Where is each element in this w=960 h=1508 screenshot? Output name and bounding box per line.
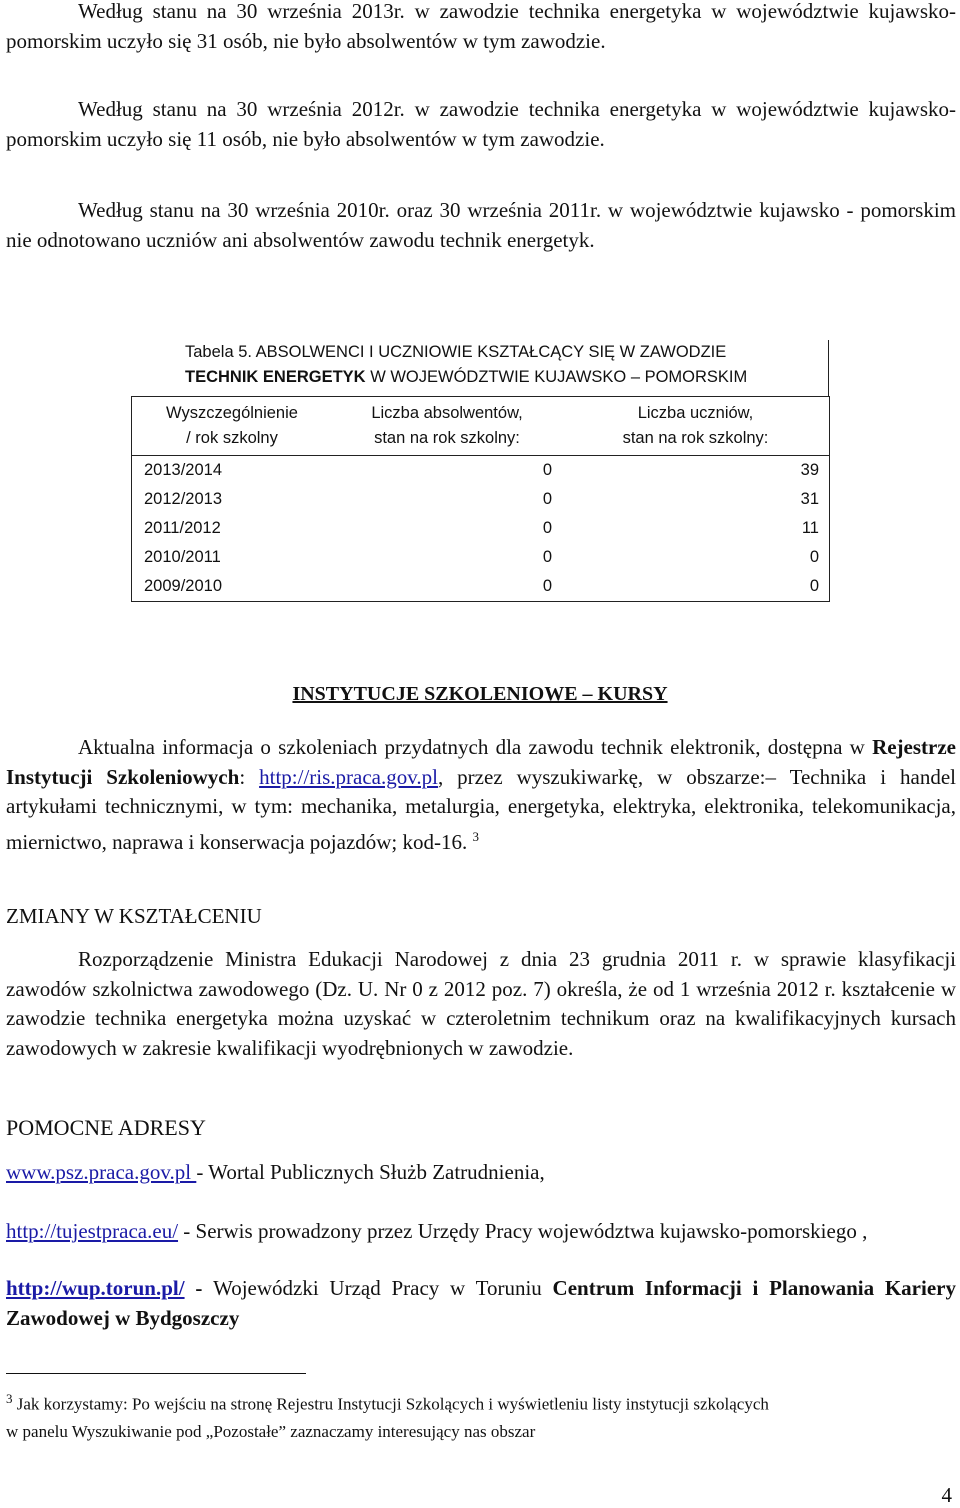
paragraph-2010-2011: Według stanu na 30 września 2010r. oraz 30 września 2011r. w województwie kujawsko - pomorskim nie odnotowano uczniów ani absolwentów zawodu technik energetyk.: [6, 198, 956, 252]
training-heading: INSTYTUCJE SZKOLENIOWE – KURSY: [292, 683, 668, 705]
address-tujestpraca: http://tujestpraca.eu/ - Serwis prowadzony przez Urzędy Pracy województwa kujawsko-pomorskiego ,: [6, 1219, 868, 1243]
psz-link[interactable]: www.psz.praca.gov.pl: [6, 1160, 197, 1184]
changes-heading: ZMIANY W KSZTAŁCENIU: [6, 904, 262, 928]
address-wup: http://wup.torun.pl/ - Wojewódzki Urząd Pracy w Toruniu Centrum Informacji i Planowania Kariery Zawodowej w Bydgoszczy: [6, 1276, 956, 1330]
table-row: 2013/2014 0 39: [144, 461, 819, 479]
table-caption: Tabela 5. ABSOLWENCI I UCZNIOWIE KSZTAŁCĄCY SIĘ W ZAWODZIE TECHNIK ENERGETYK W WOJEWÓDZTWIE KUJAWSKO – POMORSKIM: [185, 343, 748, 386]
training-paragraph: Aktualna informacja o szkoleniach przydatnych dla zawodu technik elektronik, dostępna w Rejestrze Instytucji Szkoleniowych: http://ris.praca.gov.pl, przez wyszukiwarkę, w obszarze:– Technika i handel artykułami technicznymi, w tym: mechanika, metalurgia, energetyka, elektryka, elektronika, telekomunikacja, miernictwo, naprawa i konserwacja pojazdów; kod-16. $^3$: [6, 735, 956, 854]
table-row: 2010/2011 0 0: [144, 548, 819, 566]
paragraph-2013: Według stanu na 30 września 2013r. w zawodzie technika energetyka w województwie kujawsko-pomorskim uczyło się 31 osób, nie było absolwentów w tym zawodzie.: [6, 0, 956, 53]
paragraph-2012: Według stanu na 30 września 2012r. w zawodzie technika energetyka w województwie kujawsko-pomorskim uczyło się 11 osób, nie było absolwentów w tym zawodzie.: [6, 97, 956, 151]
ris-link[interactable]: http://ris.praca.gov.pl: [259, 764, 438, 789]
table-caption-border: [828, 340, 829, 396]
addresses-heading: POMOCNE ADRESY: [6, 1115, 206, 1140]
address-psz: www.psz.praca.gov.pl - Wortal Publicznych Służb Zatrudnienia,: [6, 1160, 545, 1184]
header-specification: Wyszczególnienie / rok szkolny: [132, 397, 333, 456]
students-graduates-table: [131, 396, 830, 602]
table-header-row: [132, 397, 830, 456]
footnote: $^3$ Jak korzystamy: Po wejściu na stronę Rejestru Instytucji Szkolących i wyświetleniu listy instytucji szkolących w panelu Wyszukiwanie pod „Pozostałe” zaznaczamy interesujący nas obszar: [6, 1391, 769, 1441]
wup-link[interactable]: http://wup.torun.pl/: [6, 1276, 185, 1300]
table-row: 2012/2013 0 31: [144, 490, 819, 508]
changes-paragraph: Rozporządzenie Ministra Edukacji Narodowej z dnia 23 grudnia 2011 r. w sprawie klasyfikacji zawodów szkolnictwa zawodowego (Dz. U. Nr 0 z 2012 poz. 7) określa, że od 1 września 2012 r. kształcenie w zawodzie technika energetyka można uzyskać w czteroletnim technikum oraz na kwalifikacyjnych kursach zawodowych w zakresie kwalifikacji wyodrębnionych w zawodzie.: [6, 947, 956, 1060]
table-row: 2009/2010 0 0: [144, 577, 819, 595]
header-students: Liczba uczniów, stan na rok szkolny:: [562, 397, 830, 456]
table-row: 2011/2012 0 11: [144, 519, 819, 537]
table-label: Tabela 5.: [185, 343, 252, 361]
tujestpraca-link[interactable]: http://tujestpraca.eu/: [6, 1219, 179, 1243]
footnote-separator: [6, 1373, 306, 1374]
header-graduates: Liczba absolwentów, stan na rok szkolny:: [332, 397, 562, 456]
footnote-ref: 3: [472, 828, 480, 844]
page-number: 4: [941, 1483, 952, 1507]
